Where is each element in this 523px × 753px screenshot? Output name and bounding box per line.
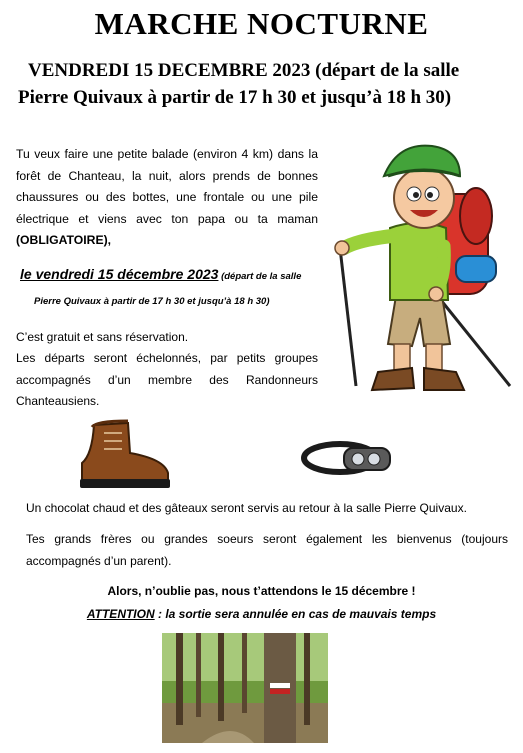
intro-text: Tu veux faire une petite balade (environ 4 km) dans la forêt de Chanteau, la nuit, alors prends de bonnes chaussures ou des bottes, une frontale ou une pile électrique et viens avec ton papa ou ta maman (16, 147, 318, 226)
event-date-heading: VENDREDI 15 DECEMBRE 2023 (départ de la salle (28, 60, 460, 81)
siblings-text: Tes grands frères ou grandes soeurs seront également les bienvenus (toujours accompagnés d’un parent). (26, 532, 508, 568)
hiking-boot-image (78, 419, 170, 491)
headlamp-image (300, 434, 396, 482)
warning-text: : la sortie sera annulée en cas de mauvais temps (154, 607, 437, 621)
forest-photo (162, 633, 328, 743)
free-text: C’est gratuit et sans réservation. (16, 330, 189, 344)
date-departure: (départ de la salle (218, 271, 302, 282)
groups-text: Les départs seront échelonnés, par petits groupes accompagnés d’un membre des Randonneurs Chanteausiens. (16, 351, 318, 408)
date-main: le vendredi 15 décembre 2023 (20, 266, 219, 282)
date-line (20, 266, 340, 284)
warning-label: ATTENTION (86, 607, 155, 621)
event-time-heading: Pierre Quivaux à partir de 17 h 30 et jusqu’à 18 h 30) (18, 87, 452, 108)
time-range: Pierre Quivaux à partir de 17 h 30 et jusqu’à 18 h 30) (34, 296, 270, 307)
weather-warning (0, 607, 523, 621)
hiker-illustration (328, 136, 518, 398)
intro-paragraph (16, 144, 318, 252)
chocolate-text: Un chocolat chaud et des gâteaux seront servis au retour à la salle Pierre Quivaux. (26, 501, 467, 515)
reminder-text: Alors, n’oublie pas, nous t’attendons le 15 décembre ! (107, 584, 416, 598)
mandatory-note: (OBLIGATOIRE), (16, 233, 112, 247)
poster-title: MARCHE NOCTURNE (94, 6, 429, 41)
